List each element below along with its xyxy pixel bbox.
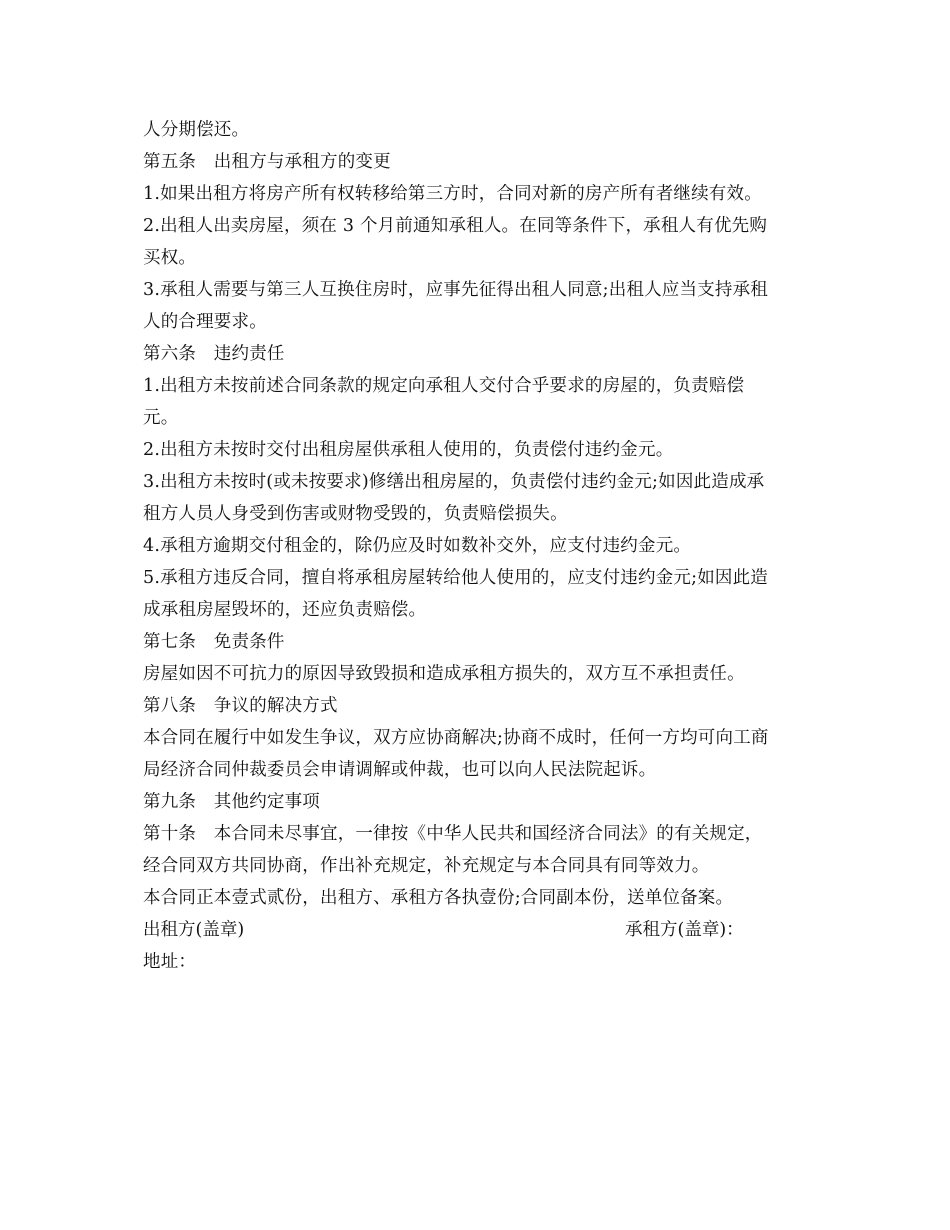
section-heading: 第九条 其他约定事项 (143, 792, 320, 812)
section-heading: 第五条 出租方与承租方的变更 (143, 152, 391, 172)
text-line: 人分期偿还。 (143, 120, 250, 140)
section-heading: 第十条 本合同未尽事宜，一律按《中华人民共和国经济合同法》的有关规定， (143, 824, 763, 844)
text-line: 买权。 (143, 248, 197, 268)
text-line: 4.承租方逾期交付租金的，除仍应及时如数补交外，应支付违约金元。 (143, 536, 692, 556)
text-line: 成承租房屋毁坏的，还应负责赔偿。 (143, 600, 427, 620)
document-body (143, 114, 808, 978)
text-line: 经合同双方共同协商，作出补充规定，补充规定与本合同具有同等效力。 (143, 856, 710, 876)
text-line: 5.承租方违反合同，擅自将承租房屋转给他人使用的，应支付违约金元;如因此造 (143, 568, 768, 588)
text-line: 元。 (143, 408, 179, 428)
text-line: 本合同在履行中如发生争议，双方应协商解决;协商不成时，任何一方均可向工商 (143, 728, 769, 748)
lessor-signature-label: 出租方(盖章) (143, 920, 245, 940)
section-heading: 第八条 争议的解决方式 (143, 696, 338, 716)
lessee-signature-label: 承租方(盖章)： (625, 920, 744, 940)
section-heading: 第六条 违约责任 (143, 344, 285, 364)
text-line: 3.出租方未按时(或未按要求)修缮出租房屋的，负责偿付违约金元;如因此造成承 (143, 472, 765, 492)
signature-row (143, 914, 808, 946)
text-line: 2.出租方未按时交付出租房屋供承租人使用的，负责偿付违约金元。 (143, 440, 674, 460)
text-line: 局经济合同仲裁委员会申请调解或仲裁，也可以向人民法院起诉。 (143, 760, 657, 780)
text-line: 租方人员人身受到伤害或财物受毁的，负责赔偿损失。 (143, 504, 568, 524)
section-heading: 第七条 免责条件 (143, 632, 285, 652)
text-line: 1.出租方未按前述合同条款的规定向承租人交付合乎要求的房屋的，负责赔偿 (143, 376, 745, 396)
text-line: 2.出租人出卖房屋，须在 3 个月前通知承租人。在同等条件下，承租人有优先购 (143, 216, 768, 236)
text-line: 1.如果出租方将房产所有权转移给第三方时，合同对新的房产所有者继续有效。 (143, 184, 762, 204)
text-line: 本合同正本壹式贰份，出租方、承租方各执壹份;合同副本份，送单位备案。 (143, 888, 734, 908)
text-line: 人的合理要求。 (143, 312, 267, 332)
text-line: 房屋如因不可抗力的原因导致毁损和造成承租方损失的，双方互不承担责任。 (143, 664, 745, 684)
address-label: 地址： (143, 952, 197, 972)
text-line: 3.承租人需要与第三人互换住房时，应事先征得出租人同意;出租人应当支持承租 (143, 280, 768, 300)
